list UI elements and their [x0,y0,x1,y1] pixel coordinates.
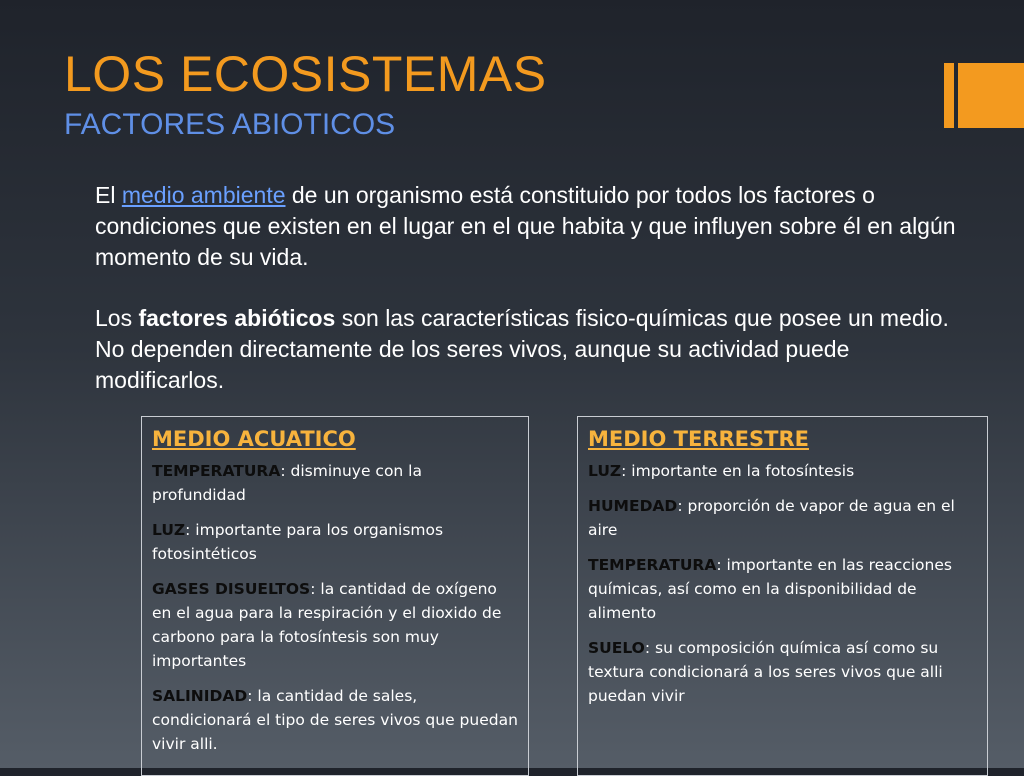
factor-term: SUELO [588,639,645,657]
medio-terrestre-title: MEDIO TERRESTRE [588,427,809,451]
medio-acuatico-title: MEDIO ACUATICO [152,427,356,451]
intro-p1-before: El [95,182,122,208]
factor-term: GASES DISUELTOS [152,580,311,598]
factor-description: : disminuye con la profundidad [152,462,422,504]
factor-description: : la cantidad de oxígeno en el agua para la respiración y el dioxido de carbono para la fotosíntesis son muy importantes [152,580,502,670]
list-item [152,577,518,673]
slide-title: LOS ECOSISTEMAS [64,46,547,102]
intro-p2-before: Los [95,305,139,331]
list-item [588,636,977,708]
factor-description: : la cantidad de sales, condicionará el tipo de seres vivos que puedan vivir alli. [152,687,518,753]
slide-subtitle: FACTORES ABIOTICOS [64,108,396,141]
factor-term: HUMEDAD [588,497,678,515]
intro-p1-after: de un organismo está constituido por todos los factores o condiciones que existen en el lugar en el que habita y que influyen sobre él en algún momento de su vida. [95,182,956,270]
factor-term: LUZ [588,462,622,480]
medio-terrestre-box [577,416,988,776]
logo-bar-thin [944,63,954,128]
factor-description: : importante en las reacciones químicas, así como en la disponibilidad de alimento [588,556,952,622]
factor-term: SALINIDAD [152,687,248,705]
list-item [588,494,977,542]
intro-p2-bold: factores abióticos [138,305,336,331]
list-item [152,459,518,507]
factor-description: : su composición química así como su textura condicionará a los seres vivos que alli puedan vivir [588,639,943,705]
intro-paragraph-2 [95,303,975,396]
list-item [588,459,977,483]
factor-description: : importante para los organismos fotosintéticos [152,521,444,563]
factor-term: TEMPERATURA [152,462,281,480]
list-item [152,518,518,566]
factor-term: TEMPERATURA [588,556,717,574]
factor-description: : importante en la fotosíntesis [621,462,855,480]
intro-text [95,180,975,396]
factor-description: : proporción de vapor de agua en el aire [588,497,955,539]
medio-acuatico-box [141,416,529,776]
intro-p2-after: son las características fisico-químicas que posee un medio. No dependen directamente de los seres vivos, aunque su actividad puede modificarlos. [95,305,949,393]
list-item [588,553,977,625]
list-item [152,684,518,756]
factor-term: LUZ [152,521,186,539]
logo-bar-thick [958,63,1024,128]
medio-ambiente-link[interactable]: medio ambiente [121,182,286,208]
intro-paragraph-1 [95,180,975,273]
